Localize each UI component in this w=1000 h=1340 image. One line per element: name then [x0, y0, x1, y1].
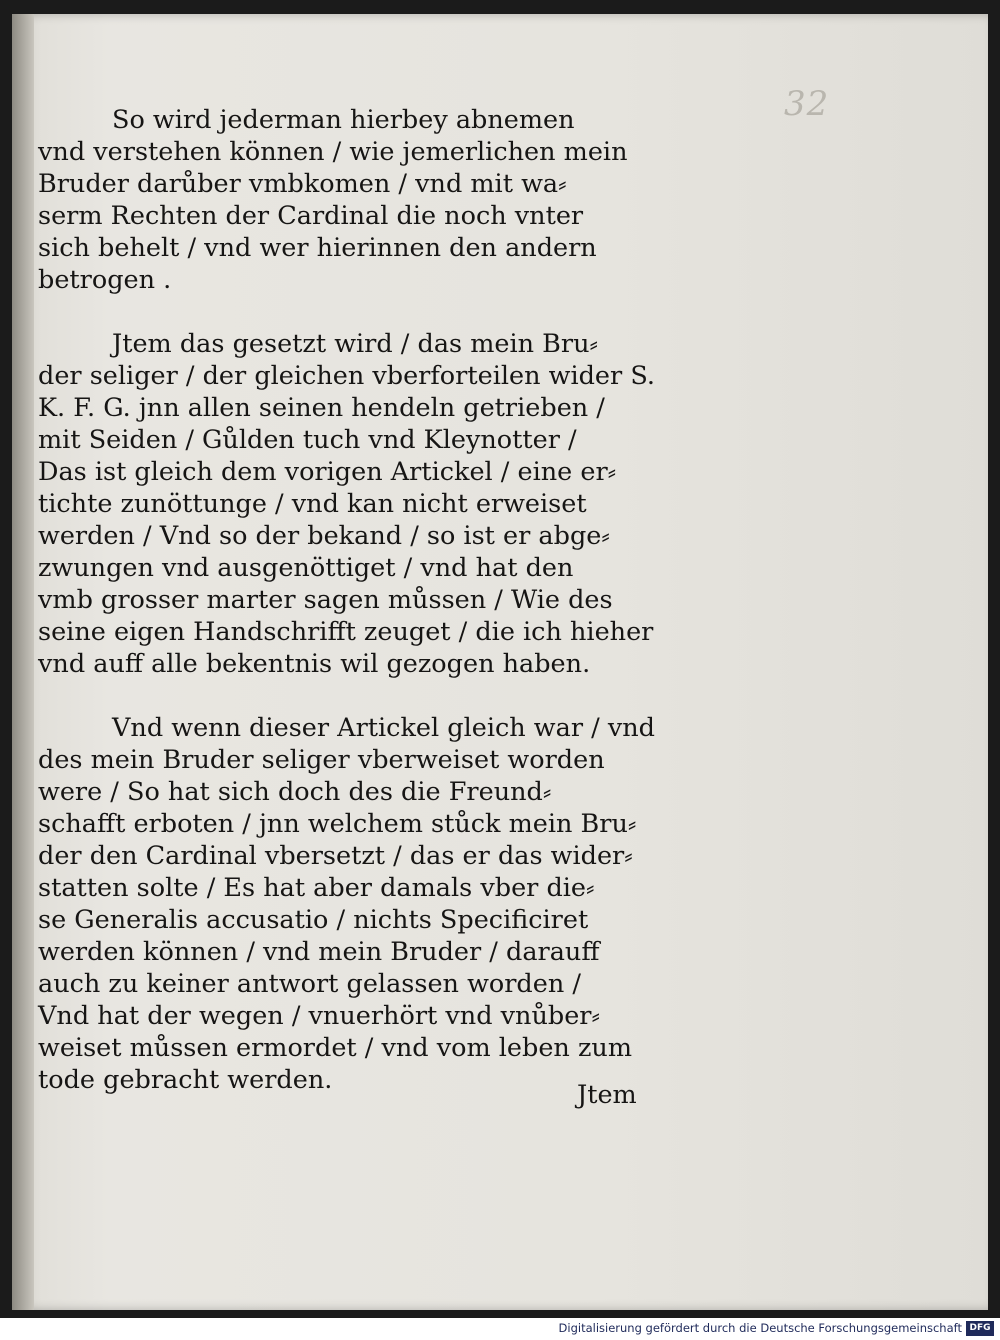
- text-line: werden können / vnd mein Bruder / darauff: [38, 937, 600, 967]
- page-text: [38, 104, 658, 1096]
- text-line: des mein Bruder seliger vberweiset worden: [38, 745, 605, 775]
- paragraph-3: [38, 712, 658, 1096]
- text-line: werden / Vnd so der bekand / so ist er abge⸗: [38, 521, 610, 551]
- dfg-logo-icon: DFG: [966, 1321, 994, 1336]
- text-line: weiset můssen ermordet / vnd vom leben zum: [38, 1033, 632, 1063]
- text-line: mit Seiden / Gůlden tuch vnd Kleynotter /: [38, 425, 577, 455]
- text-line: betrogen .: [38, 265, 172, 295]
- text-line: were / So hat sich doch des die Freund⸗: [38, 777, 552, 807]
- text-line: seine eigen Handschrifft zeuget / die ich hieher: [38, 617, 654, 647]
- text-line: se Generalis accusatio / nichts Specificiret: [38, 905, 589, 935]
- book-page: [12, 14, 988, 1310]
- text-line: Bruder darůber vmbkomen / vnd mit wa⸗: [38, 169, 567, 199]
- text-line: Das ist gleich dem vorigen Artickel / eine er⸗: [38, 457, 617, 487]
- text-line: auch zu keiner antwort gelassen worden /: [38, 969, 581, 999]
- text-line: So wird jederman hierbey abnemen: [112, 105, 575, 135]
- text-line: der den Cardinal vbersetzt / das er das wider⸗: [38, 841, 633, 871]
- text-line: K. F. G. jnn allen seinen hendeln getrieben /: [38, 393, 605, 423]
- text-line: vnd auff alle bekentnis wil gezogen haben.: [38, 649, 591, 679]
- page-gutter: [12, 14, 34, 1310]
- text-line: vnd verstehen können / wie jemerlichen mein: [38, 137, 628, 167]
- text-line: statten solte / Es hat aber damals vber die⸗: [38, 873, 595, 903]
- paragraph-2: [38, 328, 658, 680]
- folio-number: 32: [784, 84, 830, 124]
- text-line: vmb grosser marter sagen můssen / Wie des: [38, 585, 613, 615]
- text-line: zwungen vnd ausgenöttiget / vnd hat den: [38, 553, 574, 583]
- text-line: Jtem das gesetzt wird / das mein Bru⸗: [112, 329, 599, 359]
- text-line: Vnd wenn dieser Artickel gleich war / vnd: [112, 713, 655, 743]
- funding-credit: Digitalisierung gefördert durch die Deutsche Forschungsgemeinschaft: [558, 1321, 962, 1335]
- text-line: der seliger / der gleichen vberforteilen wider S.: [38, 361, 655, 391]
- text-line: sich behelt / vnd wer hierinnen den andern: [38, 233, 597, 263]
- text-line: serm Rechten der Cardinal die noch vnter: [38, 201, 584, 231]
- text-line: tichte zunöttunge / vnd kan nicht erweiset: [38, 489, 587, 519]
- text-line: Vnd hat der wegen / vnuerhört vnd vnůber⸗: [38, 1001, 600, 1031]
- text-line: tode gebracht werden.: [38, 1065, 333, 1095]
- paragraph-1: [38, 104, 658, 296]
- catchword: Jtem: [577, 1080, 637, 1110]
- footer-bar: [0, 1318, 1000, 1340]
- text-line: schafft erboten / jnn welchem stůck mein Bru⸗: [38, 809, 637, 839]
